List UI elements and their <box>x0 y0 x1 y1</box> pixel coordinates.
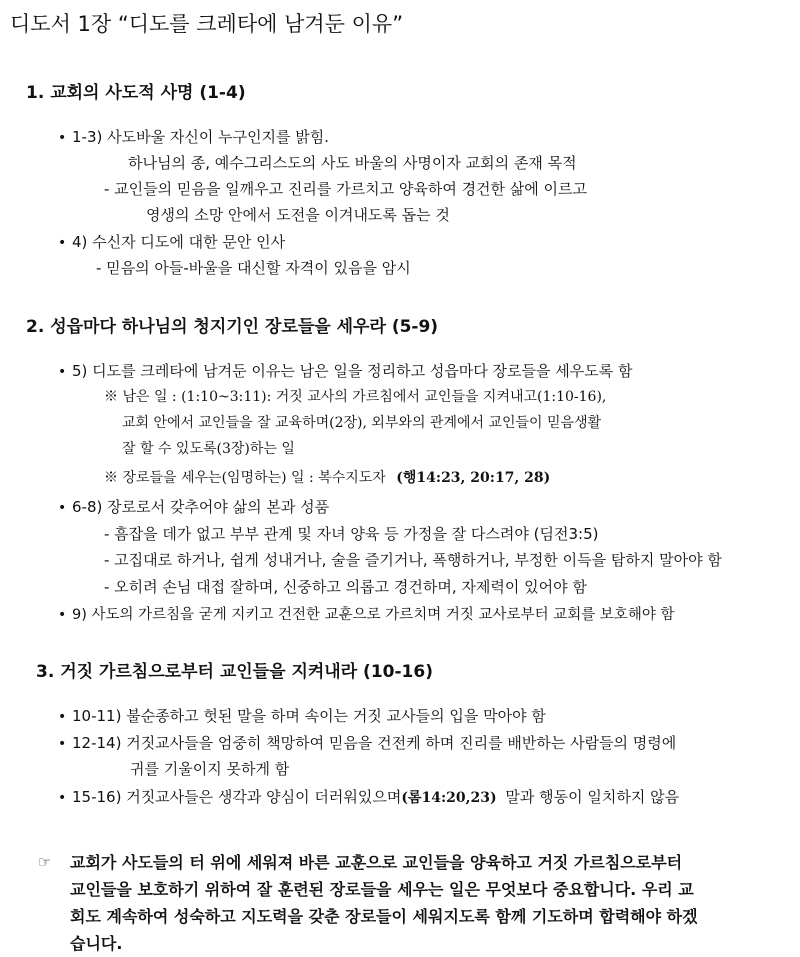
list-item: • 12-14) 거짓교사들을 엄중히 책망하여 믿음을 건전케 하며 진리를 배반하는 사람들의 명령에 <box>58 734 677 752</box>
note-line: ※ 장로들을 세우는(임명하는) 일 : 복수지도자 (행14:23, 20:17, 28) <box>104 470 551 486</box>
scripture-reference: (롬14:20,23) <box>401 790 497 806</box>
bullet-icon: • <box>58 364 67 380</box>
section-2-heading: 2. 성읍마다 하나님의 청지기인 장로들을 세우라 (5-9) <box>26 317 439 337</box>
note-line: 교회 안에서 교인들을 잘 교육하며(2장), 외부와의 관계에서 교인들이 믿음생활 <box>122 415 602 431</box>
bullet-icon: • <box>58 235 67 251</box>
conclusion-line: 교회가 사도들의 터 위에 세워져 바른 교훈으로 교인들을 양육하고 거짓 가르침으로부터 <box>70 853 683 872</box>
note-line: 잘 할 수 있도록(3장)하는 일 <box>122 441 295 457</box>
list-item: • 6-8) 장로로서 갖추어야 삶의 본과 성품 <box>58 498 330 516</box>
section-1-heading: 1. 교회의 사도적 사명 (1-4) <box>26 83 246 103</box>
list-item-detail: 영생의 소망 안에서 도전을 이겨내도록 돕는 것 <box>146 206 450 224</box>
bullet-icon: • <box>58 607 67 623</box>
list-item: • 5) 디도를 크레타에 남겨둔 이유는 남은 일을 정리하고 성읍마다 장로들을 세우도록 함 <box>58 362 633 380</box>
list-item-detail: - 오히려 손님 대접 잘하며, 신중하고 의롭고 경건하며, 자제력이 있어야 함 <box>104 578 587 596</box>
page-title: 디도서 1장 “디도를 크레타에 남겨둔 이유” <box>10 12 404 36</box>
scripture-reference: (행14:23, 20:17, 28) <box>396 470 551 486</box>
section-3-heading: 3. 거짓 가르침으로부터 교인들을 지켜내라 (10-16) <box>36 662 433 682</box>
list-item: • 10-11) 불순종하고 헛된 말을 하며 속이는 거짓 교사들의 입을 막아야 함 <box>58 707 546 725</box>
list-item-detail: 하나님의 종, 예수그리스도의 사도 바울의 사명이자 교회의 존재 목적 <box>128 154 577 172</box>
conclusion-line: 습니다. <box>70 934 123 953</box>
list-item-detail: - 흠잡을 데가 없고 부부 관계 및 자녀 양육 등 가정을 잘 다스려야 (딤전3:5) <box>104 525 599 543</box>
bullet-icon: • <box>58 736 67 752</box>
bullet-icon: • <box>58 709 67 725</box>
conclusion-line: 회도 계속하여 성숙하고 지도력을 갖춘 장로들이 세워지도록 함께 기도하며 합력해야 하겠 <box>70 907 698 926</box>
note-line: ※ 남은 일 : (1:10~3:11): 거짓 교사의 가르침에서 교인들을 지켜내고(1:10-16), <box>104 389 607 405</box>
list-item: • 15-16) 거짓교사들은 생각과 양심이 더러워있으며(롬14:20,23) 말과 행동이 일치하지 않음 <box>58 788 680 806</box>
list-item: • 9) 사도의 가르침을 굳게 지키고 건전한 교훈으로 가르치며 거짓 교사로부터 교회를 보호해야 함 <box>58 607 675 623</box>
pointing-hand-icon: ☞ <box>38 853 52 871</box>
bullet-icon: • <box>58 130 67 146</box>
list-item-detail: - 믿음의 아들-바울을 대신할 자격이 있음을 암시 <box>96 259 411 277</box>
bullet-icon: • <box>58 790 67 806</box>
list-item-detail: - 교인들의 믿음을 일깨우고 진리를 가르치고 양육하여 경건한 삶에 이르고 <box>104 180 588 198</box>
list-item: • 4) 수신자 디도에 대한 문안 인사 <box>58 233 286 251</box>
list-item-detail: 귀를 기울이지 못하게 함 <box>130 760 290 778</box>
conclusion-line: 교인들을 보호하기 위하여 잘 훈련된 장로들을 세우는 일은 무엇보다 중요합니다. 우리 교 <box>70 880 694 899</box>
list-item-detail: - 고집대로 하거나, 쉽게 성내거나, 술을 즐기거나, 폭행하거나, 부정한 이득을 탐하지 말아야 함 <box>104 551 722 569</box>
bullet-icon: • <box>58 500 67 516</box>
list-item: • 1-3) 사도바울 자신이 누구인지를 밝힘. <box>58 128 330 146</box>
